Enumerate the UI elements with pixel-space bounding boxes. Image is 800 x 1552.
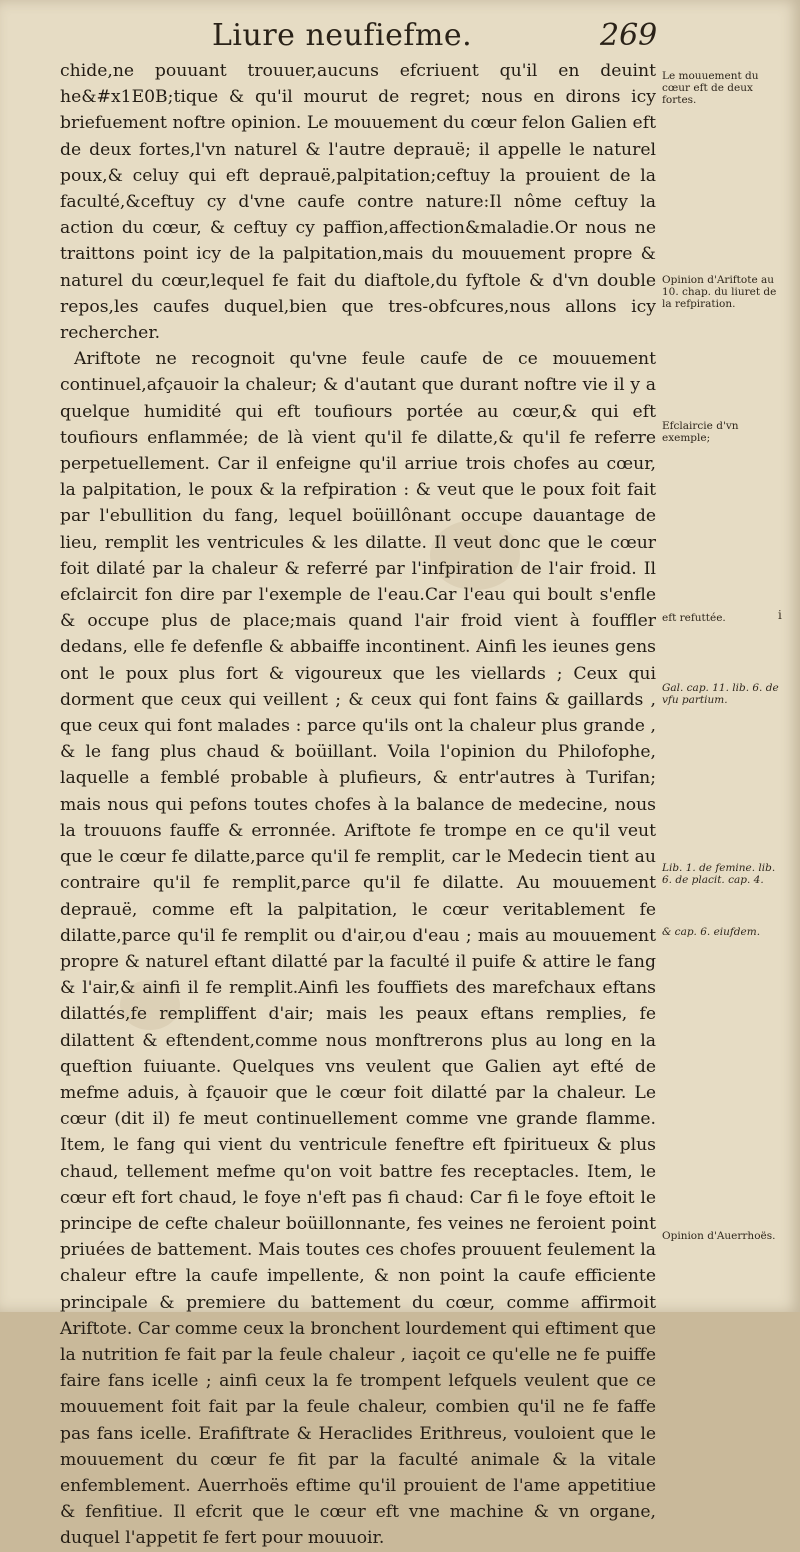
paragraph: chide,ne pouuant trouuer,aucuns efcriuent qu'il en deuint he&#x1E0B;tique & qu'il mourut de regret; nous en dirons icy briefuement noftre opinion. Le mouuement du cœur felon Galien eft de deux fortes,l'vn naturel & l'autre deprauë; il appelle le naturel poux,& celuy qui eft deprauë,palpitation;ceftuy la prouient de la faculté,&ceftuy cy d'vne caufe contre nature:Il nôme ceftuy la action du cœur, & ceftuy cy paffion,affection&maladie.Or nous ne traittons point icy de la palpitation,mais du mouuement propre & naturel du cœur,lequel fe fait du diaftole,du fyftole & d'vn double repos,les caufes duquel,bien que tres-obfcures,nous allons icy rechercher. (60, 61, 656, 344)
margin-note: Le mouuement du cœur eft de deux fortes. (662, 70, 759, 106)
page-number: 269 (600, 18, 658, 53)
margin-note: Opinion d'Ariftote au 10. chap. du liuret de la refpiration. (662, 274, 777, 310)
edge-mark: i (778, 608, 782, 622)
paragraph: Ariftote ne recognoit qu'vne feule caufe de ce mouuement continuel,afçauoir la chaleur; & d'autant que durant noftre vie il y a quelque humidité qui eft toufiours portée au cœur,& qui eft toufiours enflammée; de là vient qu'il fe dilatte,& qu'il fe referre perpetuellement. Car il enfeigne qu'il arriue trois chofes au cœur, la palpitation, le poux & la refpiration : & veut que le poux foit fait par l'ebullition du fang, lequel boüillônant occupe dauantage de lieu, remplit les ventricules & les dilatte. Il veut donc que le cœur foit dilaté par la chaleur & referré par l'infpiration de l'air froid. Il efclaircit fon dire par l'exemple de l'eau.Car l'eau qui boult s'enfle & occupe plus de place;mais quand l'air froid vient à fouffler dedans, elle fe defenfle & abbaiffe incontinent. Ainfi les ieunes gens ont le poux plus fort & vigoureux que les viellards ; Ceux qui dorment que ceux qui veillent ; & ceux qui font fains & gaillards , que ceux qui font malades : parce qu'ils ont la chaleur plus grande , & le fang plus chaud & boüillant. Voila l'opinion du Philofophe, laquelle a femblé probable à plufieurs, & entr'autres à Turifan; mais nous qui pefons toutes chofes à la balance de medecine, nous la trouuons fauffe & erronnée. Ariftote fe trompe en ce qu'il veut que le cœur fe dilatte,parce qu'il fe remplit, car le Medecin tient au contraire qu'il fe remplit,parce qu'il fe dilatte. Au mouuement deprauë, comme eft la palpitation, le cœur veritablement fe dilatte,parce qu'il fe remplit ou d'air,ou d'eau ; mais au mouuement propre & naturel eftant dilatté par la faculté il puife & attire le fang & l'air,& ainfi il fe remplit.Ainfi les fouffiets des marefchaux eftans dilattés,fe rempliffent d'air; mais les peaux eftans remplies, fe dilattent & eftendent,comme nous monftrerons plus au long en la queftion fuiuante. Quelques vns veulent que Galien ayt efté de mefme aduis, à fçauoir que le cœur foit dilatté par la chaleur. Le cœur (dit il) fe meut continuellement comme vne grande flamme. Item, le fang qui vient du ventricule feneftre eft fpiritueux & plus chaud, tellement mefme qu'on voit battre fes receptacles. Item, le cœur eft fort chaud, le foye n'eft pas fi chaud: Car fi le foye eftoit le principe de cefte chaleur boüillonnante, fes veines ne feroient point priuées de battement. Mais toutes ces chofes prouuent feulement la chaleur eftre la caufe impellente, & non point la caufe efficiente principale & premiere du battement du cœur, comme affirmoit Ariftote. Car comme ceux la bronchent lourdement qui eftiment que la nutrition fe fait par la feule chaleur , iaçoit ce qu'elle ne fe puiffe faire fans icelle ; ainfi ceux la fe trompent lefquels veulent que ce mouuement foit fait par la feule chaleur, combien qu'il ne fe faffe pas fans icelle. Erafiftrate & Heraclides Erithreus, vouloient que le mouuement du cœur fe fit par la faculté animale & la vitale enfemblement. Auerrhoës eftime qu'il prouient de l'ame appetitiue & fenfitiue. Il efcrit que le cœur eft vne machine & vn organe, duquel l'appetit fe fert pour mouuoir. (60, 349, 656, 1549)
main-text-column (60, 58, 656, 1552)
margin-note: Opinion d'Auerrhoës. (662, 1230, 776, 1242)
margin-note: & cap. 6. eiufdem. (662, 926, 761, 938)
margin-note: Lib. 1. de femine. lib. 6. de placit. cap. 4. (662, 862, 776, 886)
page-header (0, 18, 800, 58)
running-title: Liure neufiefme. (212, 18, 473, 53)
margin-note: Gal. cap. 11. lib. 6. de vfu partium. (662, 682, 779, 706)
margin-note: Efclaircie d'vn exemple; (662, 420, 739, 444)
margin-note: eft refuttée. (662, 612, 726, 624)
